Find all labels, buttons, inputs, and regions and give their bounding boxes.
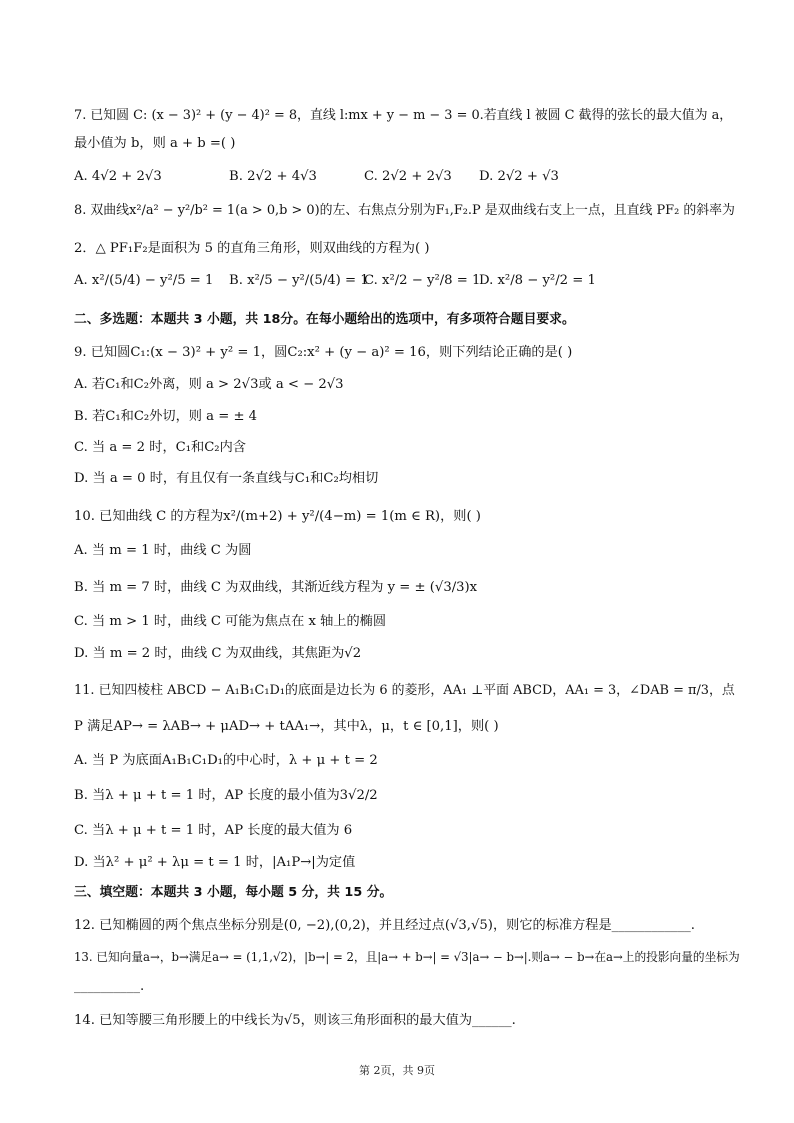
q11-stem-line1: 11. 已知四棱柱 ABCD − A₁B₁C₁D₁的底面是边长为 6 的菱形，AA₁ ⊥平面 ABCD，AA₁ = 3，∠DAB = π/3，点: [74, 683, 735, 698]
q14-stem: 14. 已知等腰三角形腰上的中线长为√5，则该三角形面积的最大值为______.: [74, 1013, 516, 1028]
q10-stem: 10. 已知曲线 C 的方程为x²/(m+2) + y²/(4−m) = 1(m ∈ R)，则( ): [74, 509, 481, 524]
q13-stem-line1: 13. 已知向量a→，b→满足a→ = (1,1,√2)，|b→| = 2，且|a→ + b→| = √3|a→ − b→|.则a→ − b→在a→上的投影向量的坐标为: [74, 950, 740, 964]
q11-stem-line2: P 满足AP→ = λAB→ + μAD→ + tAA₁→，其中λ，μ，t ∈ [0,1]，则( ): [74, 719, 499, 734]
q9-option-d: D. 当 a = 0 时，有且仅有一条直线与C₁和C₂均相切: [74, 471, 379, 486]
q8-option-d: D. x²/8 − y²/2 = 1: [479, 273, 596, 288]
q9-stem: 9. 已知圆C₁:(x − 3)² + y² = 1，圆C₂:x² + (y − a)² = 16，则下列结论正确的是( ): [74, 345, 573, 360]
section-3-heading: 三、填空题：本题共 3 小题，每小题 5 分，共 15 分。: [74, 885, 393, 900]
q11-option-a: A. 当 P 为底面A₁B₁C₁D₁的中心时，λ + μ + t = 2: [74, 753, 378, 768]
q13-stem-line2: __________.: [74, 979, 145, 994]
q11-option-b: B. 当λ + μ + t = 1 时，AP 长度的最小值为3√2/2: [74, 788, 378, 803]
q7-option-d: D. 2√2 + √3: [479, 169, 559, 184]
q7-option-b: B. 2√2 + 4√3: [229, 169, 317, 184]
q9-option-a: A. 若C₁和C₂外离，则 a > 2√3或 a < − 2√3: [74, 377, 344, 392]
q11-option-d: D. 当λ² + μ² + λμ = t = 1 时，|A₁P→|为定值: [74, 855, 356, 870]
q10-option-b: B. 当 m = 7 时，曲线 C 为双曲线，其渐近线方程为 y = ± (√3/3)x: [74, 580, 478, 595]
q9-option-b: B. 若C₁和C₂外切，则 a = ± 4: [74, 409, 258, 424]
q12-stem: 12. 已知椭圆的两个焦点坐标分别是(0, −2),(0,2)，并且经过点(√3,√5)，则它的标准方程是____________.: [74, 918, 695, 933]
section-2-heading: 二、多选题：本题共 3 小题，共 18分。在每小题给出的选项中，有多项符合题目要求。: [74, 312, 575, 327]
q8-option-b: B. x²/5 − y²/(5/4) = 1: [229, 273, 369, 288]
q7-option-c: C. 2√2 + 2√3: [364, 169, 452, 184]
q9-option-c: C. 当 a = 2 时，C₁和C₂内含: [74, 440, 246, 455]
q8-stem-line2: 2．△ PF₁F₂是面积为 5 的直角三角形，则双曲线的方程为( ): [74, 241, 430, 256]
q10-option-c: C. 当 m > 1 时，曲线 C 可能为焦点在 x 轴上的椭圆: [74, 614, 387, 629]
q7-option-a: A. 4√2 + 2√3: [74, 169, 162, 184]
q10-option-d: D. 当 m = 2 时，曲线 C 为双曲线，其焦距为√2: [74, 646, 362, 661]
q8-option-c: C. x²/2 − y²/8 = 1: [364, 273, 481, 288]
q7-stem-line1: 7. 已知圆 C: (x − 3)² + (y − 4)² = 8，直线 l:mx + y − m − 3 = 0.若直线 l 被圆 C 截得的弦长的最大值为 a，: [74, 108, 733, 123]
q8-options: [74, 270, 734, 292]
q11-option-c: C. 当λ + μ + t = 1 时，AP 长度的最大值为 6: [74, 823, 353, 838]
q10-option-a: A. 当 m = 1 时，曲线 C 为圆: [74, 543, 252, 558]
page-footer: 第 2页，共 9页: [359, 1064, 435, 1077]
q7-options: [74, 166, 734, 188]
q8-stem-line1: 8. 双曲线x²/a² − y²/b² = 1(a > 0,b > 0)的左、右焦点分别为F₁,F₂.P 是双曲线右支上一点，且直线 PF₂ 的斜率为: [74, 203, 735, 218]
q7-stem-line2: 最小值为 b，则 a + b =( ): [74, 136, 236, 151]
q8-option-a: A. x²/(5/4) − y²/5 = 1: [74, 273, 214, 288]
